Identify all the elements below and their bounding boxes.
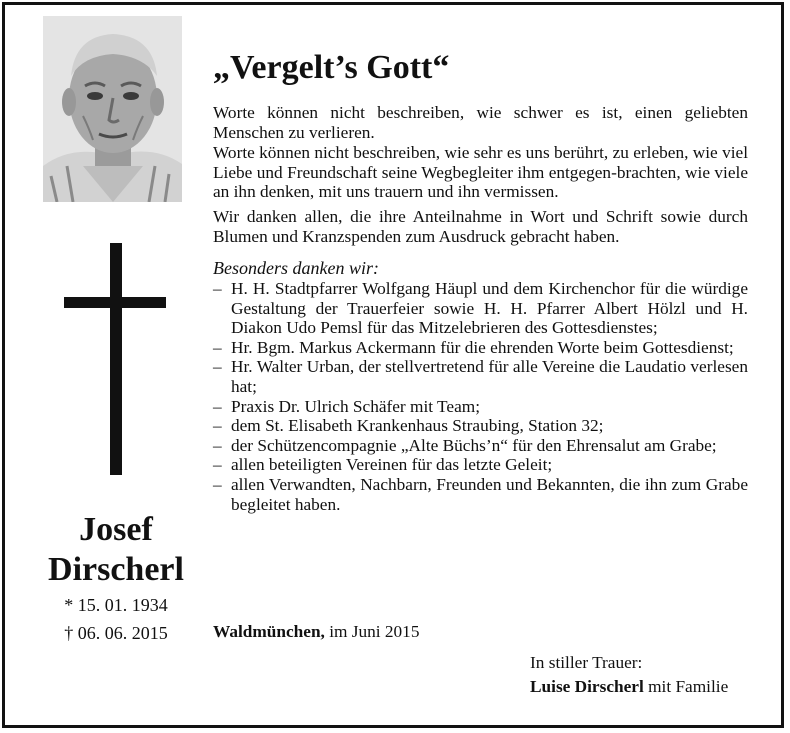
paragraph-text: Wir danken allen, die ihre Anteilnahme in Wort und Schrift sowie durch Blumen und Kranzspenden zum Ausdruck gebracht haben. xyxy=(213,207,748,246)
last-name: Dirscherl xyxy=(48,551,184,588)
list-item: – der Schützencompagnie „Alte Büchs’n“ für den Ehrensalut am Grabe; xyxy=(213,436,748,456)
paragraph-1 xyxy=(213,103,748,142)
list-item: – Hr. Walter Urban, der stellvertretend für alle Vereine die Laudatio verlesen hat; xyxy=(213,357,748,396)
list-item: – H. H. Stadtpfarrer Wolfgang Häupl und dem Kirchenchor für die würdige Gestaltung der Trauerfeier sowie H. H. Pfarrer Albert Hölzl und H. Diakon Udo Pemsl für das Mitzelebrieren des Gottesdienstes; xyxy=(213,279,748,338)
list-item: – Hr. Bgm. Markus Ackermann für die ehrenden Worte beim Gottesdienst; xyxy=(213,338,748,358)
thanks-list xyxy=(213,279,748,514)
cross-icon xyxy=(64,243,166,475)
signature-name: Luise Dirscherl xyxy=(530,677,644,696)
paragraph-text: Worte können nicht beschreiben, wie sehr es uns berührt, zu erleben, wie viel Liebe und Freundschaft seine Wegbegleiter ihm entgegen-brachten, wie viele an ihn denken, mit uns trauern und ihn vermissen. xyxy=(213,143,748,202)
thanks-heading: Besonders danken wir: xyxy=(213,258,379,278)
birth-date: * 15. 01. 1934 xyxy=(64,595,168,615)
paragraph-2 xyxy=(213,143,748,202)
paragraph-text: Worte können nicht beschreiben, wie schwer es ist, einen geliebten Menschen zu verlieren. xyxy=(213,103,748,142)
death-date: † 06. 06. 2015 xyxy=(64,623,168,643)
list-item: – Praxis Dr. Ulrich Schäfer mit Team; xyxy=(213,397,748,417)
first-name: Josef xyxy=(79,511,153,548)
portrait-photo xyxy=(43,16,182,202)
list-item: – allen Verwandten, Nachbarn, Freunden und Bekannten, die ihn zum Grabe begleitet haben. xyxy=(213,475,748,514)
place-date-line xyxy=(213,622,419,642)
paragraph-3 xyxy=(213,207,748,246)
list-item: – allen beteiligten Vereinen für das letzte Geleit; xyxy=(213,455,748,475)
portrait-icon xyxy=(43,16,182,202)
place-date: im Juni 2015 xyxy=(324,622,420,641)
notice-title: „Vergelt’s Gott“ xyxy=(213,49,450,86)
signature-line xyxy=(530,677,728,697)
place-town: Waldmünchen, xyxy=(213,622,325,641)
signature-intro: In stiller Trauer: xyxy=(530,653,643,672)
list-item: – dem St. Elisabeth Krankenhaus Straubing, Station 32; xyxy=(213,416,748,436)
signature-suffix: mit Familie xyxy=(643,677,729,696)
